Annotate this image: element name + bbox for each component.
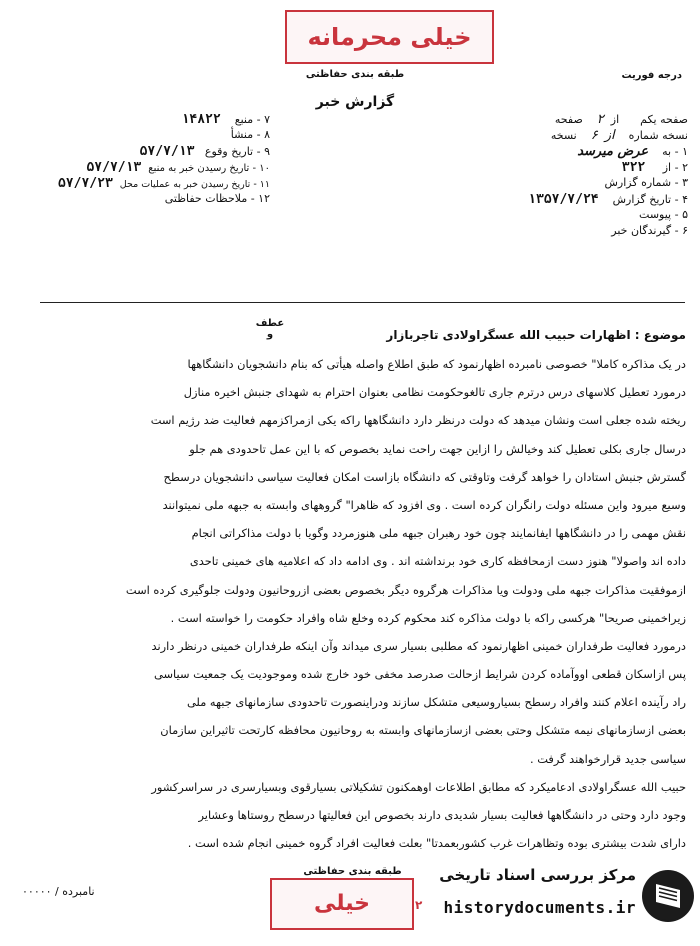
margin-note — [255, 318, 285, 340]
field-recipients — [440, 224, 688, 240]
stamp-bottom-text: خیلی — [313, 891, 371, 916]
field-report-date-label: ۴ - تاریخ گزارش — [612, 193, 688, 206]
field-origin — [12, 128, 270, 144]
field-source-received-date — [12, 160, 270, 176]
field-security-notes — [12, 192, 270, 208]
classification-stamp-bottom — [270, 878, 414, 930]
header-divider — [40, 302, 685, 303]
body-line: وسیع میرود واین مسئله دولت رانگران کرده است . وی افزود که ظاهرا" گروههای وابسته به جبهه ملی نمیتوانند — [162, 497, 686, 512]
left-fields — [12, 112, 270, 208]
field-recipients-label: ۶ - گیرندگان خبر — [611, 224, 688, 237]
field-ops-received-date-value: ۵۷/۷/۲۳ — [57, 176, 113, 191]
field-ops-received-date-label: ۱۱ - تاریخ رسیدن خبر به عملیات محل — [119, 179, 270, 190]
field-origin-label: ۸ - منشأ — [230, 128, 270, 141]
field-to-label: ۱ - به — [662, 145, 688, 158]
body-line: سیاسی جدید قرارخواهند گرفت . — [529, 751, 686, 766]
field-security-notes-label: ۱۲ - ملاحظات حفاظتی — [164, 192, 270, 205]
urgency-label: درجه فوریت — [621, 70, 682, 81]
field-to — [440, 144, 688, 160]
field-source-received-date-value: ۵۷/۷/۱۳ — [86, 160, 142, 175]
archive-watermark — [440, 864, 698, 940]
field-from — [440, 160, 688, 176]
field-copy-label: نسخه شماره — [628, 129, 688, 142]
footer-number: نامبرده / ۰۰۰۰۰ — [22, 885, 95, 898]
archive-url: historydocuments.ir — [443, 898, 636, 917]
field-ops-received-date — [12, 176, 270, 192]
right-fields — [440, 112, 688, 240]
body-line: راد رآینده اعلام کنند وافراد رسطح بسیاروسیعی متشکل سازند ودراینصورت تاحدودی سازمانهای جبهه ملی — [186, 695, 686, 710]
field-page-hand: ۲ — [596, 112, 604, 127]
body-line: در یک مذاکره کاملا" خصوصی نامبرده اظهارنمود که طبق اطلاع واصله هیأتی که بنام دانشجویان دانشگاهها — [187, 357, 686, 371]
field-page-label: صفحه یکم — [640, 113, 688, 126]
body-line: ریخته شده جعلی است ونشان میدهد که دولت درنظر دارد دانشگاهها راکه یکی ازمراکزمهم فعالیت ضد رژیم است — [150, 413, 686, 428]
body-line: ازموفقیت مذاکرات جبهه ملی ودولت ویا مذاکرات هرگروه دیگر بخصوص بعضی ازروحانیون ودولت جلوگیری کرده است — [125, 582, 686, 597]
body-line: گسترش جنبش استادان را خواهد گرفت وتاوقتی که دانشگاه بازاست امکان فعالیت سیاسی دانشجویان درسطح — [163, 469, 686, 484]
archive-logo-icon — [642, 870, 694, 922]
field-page — [440, 112, 688, 128]
body-line: داده اند واصولا" هنوز دست ازمحافظه کاری خود برنداشته اند . وی ادامه داد که اعلامیه های خمینی تاحدی — [189, 554, 686, 569]
field-from-value: ۳۲۲ — [621, 160, 646, 175]
field-copy — [440, 128, 688, 144]
body-line: وجود دارد وحتی در دانشگاهها فعالیت بسیار شدیدی دارند بخصوص این فعالیتها درسطح روستاها وعشایر — [198, 808, 686, 822]
field-copy-hand: ۶ — [590, 128, 598, 143]
footer-page-number: ۲ — [415, 898, 423, 912]
body-line: زیراخمینی صریحا" هرکسی راکه با دولت مذاکره کند محکوم کرده وخلع شاه وافراد حکومت را خواسته است . — [170, 610, 686, 625]
footer-classification-label: طبقه بندی حفاظتی — [303, 866, 402, 877]
archive-name: مرکز بررسی اسناد تاریخی — [439, 866, 636, 884]
body-line: درمورد فعالیت طرفداران خمینی اظهارنمود که مطلبی بسیار سری میداند وآن اینکه طرفداران خمینی درنظر دارند — [151, 638, 686, 653]
body-line: بعضی ازسازمانهای نیمه متشکل وحتی بعضی ازسازمانهای وابسته به روحانیون محافظه کارتحت تاثیراین سازمان — [160, 723, 686, 738]
field-occurrence-date-label: ۹ - تاریخ وقوع — [204, 145, 270, 158]
body-line: درسال جاری بکلی تعطیل کند وخیالش را ازاین جهت راحت نماید بخصوص که با این عمل تاحدودی هم جلو — [189, 441, 686, 456]
field-report-number — [440, 176, 688, 192]
subject-line: موضوع : اظهارات حبیب الله عسگراولادی تاجربازار — [386, 328, 686, 342]
field-attachment — [440, 208, 688, 224]
field-report-date — [440, 192, 688, 208]
field-source-received-date-label: ۱۰ - تاریخ رسیدن خبر به منبع — [148, 163, 270, 174]
classification-stamp-top — [285, 10, 494, 64]
body-line: پس ازاسکان قطعی اووآماده کردن شرایط ازحالت صدرصد مخفی خود خارج شده وموجودیت یک جمعیت سیاسی — [154, 667, 686, 682]
field-source-value: ۱۴۸۲۲ — [181, 112, 221, 127]
stamp-top-text: خیلی محرمانه — [307, 23, 472, 51]
field-attachment-label: ۵ - پیوست — [639, 208, 688, 221]
field-copy-tail: نسخه — [550, 129, 577, 142]
field-copy-mid: از — [604, 128, 615, 143]
field-page-mid: از — [610, 113, 620, 126]
field-source-label: ۷ - منبع — [234, 113, 270, 126]
field-report-number-label: ۳ - شماره گزارش — [604, 176, 688, 189]
margin-note-top: عطف — [255, 318, 285, 329]
body-line: حبیب الله عسگراولادی ادعامیکرد که مطابق اطلاعات اوهمکنون تشکیلاتی بسیارقوی وبسیارسری در سراسرکشور — [151, 779, 686, 794]
classification-label: طبقه بندی حفاظتی — [305, 69, 405, 80]
page-title: گزارش خبر — [315, 94, 395, 110]
field-from-label: ۲ - از — [662, 161, 688, 174]
body-line: درمورد تعطیل کلاسهای درس درترم جاری تالغوحکومت نظامی بعنوان احترام به شهدای جنبش اخیره منازل — [183, 385, 686, 400]
body-line: نقش مهمی را در دانشگاهها ایفانمایند چون خود رهبران جبهه ملی هنوزمردد وگویا با دولت مذاکراتی انجام — [191, 526, 686, 541]
body-line: دارای شدت بیشتری بوده وتظاهرات غرب کشوربعمدتا" بعلت فعالیت افراد گروه خمینی انجام شده است . — [187, 836, 686, 851]
margin-note-bottom: و — [266, 329, 274, 340]
field-source — [12, 112, 270, 128]
field-occurrence-date — [12, 144, 270, 160]
field-page-tail: صفحه — [554, 113, 583, 126]
field-to-value: عرض میرسد — [577, 144, 649, 159]
field-occurrence-date-value: ۵۷/۷/۱۳ — [139, 144, 195, 159]
report-body — [10, 350, 686, 857]
field-report-date-value: ۱۳۵۷/۷/۲۴ — [528, 192, 599, 207]
